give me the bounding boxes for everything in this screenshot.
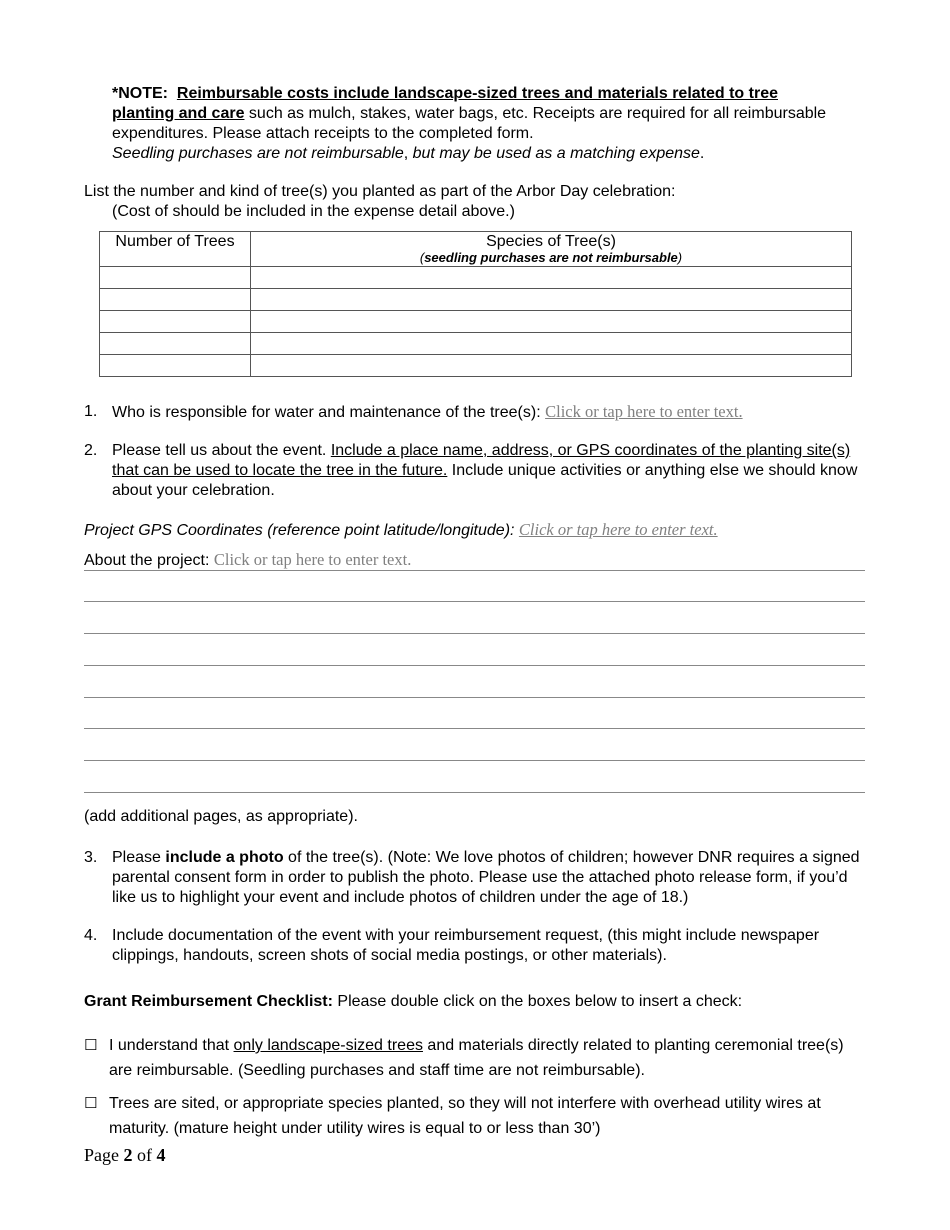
cell-species[interactable] xyxy=(251,267,852,289)
table-row xyxy=(100,333,852,355)
ruled-line xyxy=(84,792,865,793)
cell-species[interactable] xyxy=(251,311,852,333)
list-intro-line2: (Cost of should be included in the expense detail above.) xyxy=(112,203,515,220)
checkbox-icon[interactable]: ☐ xyxy=(84,1036,98,1054)
header-species-note: (seedling purchases are not reimbursable) xyxy=(419,250,683,265)
question-4: 4. Include documentation of the event with your reimbursement request, (this might include newspaper clippings, handouts, screen shots of social media postings, or other materials). xyxy=(84,927,820,964)
about-project: About the project: Click or tap here to enter text. xyxy=(84,550,865,571)
maintenance-input[interactable]: Click or tap here to enter text. xyxy=(545,402,743,421)
ruled-line xyxy=(84,665,865,666)
table-row xyxy=(100,355,852,377)
note-italic-2: but may be used as a matching expense xyxy=(408,145,700,162)
ruled-line xyxy=(84,697,865,698)
note-rest: such as mulch, stakes, water bags, etc. Receipts are required for all reimbursable expenditures. Please attach receipts to the completed form. xyxy=(112,105,827,142)
checklist-item-utility-wires: ☐ Trees are sited, or appropriate species planted, so they will not interfere with overhead utility wires at maturity. (mature height under utility wires is equal to or less than 30’) xyxy=(84,1091,864,1141)
gps-input[interactable]: Click or tap here to enter text. xyxy=(518,520,718,539)
reimbursement-note: *NOTE: Reimbursable costs include landscape-sized trees and materials related to tree planting and care such as mulch, stakes, water bags, etc. Receipts are required for all reimbursable expenditures. Please attach receipts to the completed form. Seedling purchases are not reimbursable, but may be used as a matching expense. xyxy=(112,85,827,162)
additional-pages-note: (add additional pages, as appropriate). xyxy=(84,808,358,825)
checklist-item-landscape-trees: ☐ I understand that only landscape-sized trees and materials directly related to planting ceremonial tree(s) are reimbursable. (Seedling purchases and staff time are not reimbursable). xyxy=(84,1033,864,1083)
note-italic-1: Seedling purchases are not reimbursable xyxy=(112,145,404,162)
cell-number[interactable] xyxy=(100,311,251,333)
checkbox-icon[interactable]: ☐ xyxy=(84,1094,98,1112)
about-project-input[interactable]: Click or tap here to enter text. xyxy=(213,550,412,569)
cell-number[interactable] xyxy=(100,333,251,355)
cell-species[interactable] xyxy=(251,355,852,377)
cell-species[interactable] xyxy=(251,289,852,311)
header-species: Species of Tree(s) (seedling purchases are not reimbursable) xyxy=(251,232,852,267)
cell-number[interactable] xyxy=(100,289,251,311)
question-3: 3. Please include a photo of the tree(s). (Note: We love photos of children; however DNR requires a signed parental consent form in order to publish the photo. Please use the attached photo release form, if you’d like us to highlight your event and include photos of children under the age of 18.) xyxy=(84,849,860,906)
ruled-line xyxy=(84,728,865,729)
cell-number[interactable] xyxy=(100,267,251,289)
checklist-title: Grant Reimbursement Checklist: Please double click on the boxes below to insert a check: xyxy=(84,993,743,1010)
tree-list-intro xyxy=(84,182,675,222)
question-2: 2. Please tell us about the event. Include a place name, address, or GPS coordinates of the planting site(s) that can be used to locate the tree in the future. Include unique activities or anything else we should know about your celebration. xyxy=(84,442,858,499)
ruled-line xyxy=(84,760,865,761)
gps-coordinates: Project GPS Coordinates (reference point latitude/longitude): Click or tap here to enter text. xyxy=(84,520,718,539)
list-intro-line1: List the number and kind of tree(s) you planted as part of the Arbor Day celebration: xyxy=(84,183,676,200)
table-row xyxy=(100,267,852,289)
tree-table xyxy=(99,231,852,377)
header-number-of-trees: Number of Trees xyxy=(100,232,251,267)
note-bold-text: Reimbursable costs include landscape-sized trees and materials related to tree planting and care xyxy=(112,85,778,122)
note-prefix: *NOTE: xyxy=(112,85,168,102)
ruled-line xyxy=(84,601,865,602)
page-number: Page 2 of 4 xyxy=(84,1145,166,1165)
table-row xyxy=(100,289,852,311)
cell-species[interactable] xyxy=(251,333,852,355)
question-1: 1. Who is responsible for water and maintenance of the tree(s): Click or tap here to enter text. xyxy=(84,402,743,421)
table-row xyxy=(100,311,852,333)
ruled-line xyxy=(84,633,865,634)
cell-number[interactable] xyxy=(100,355,251,377)
